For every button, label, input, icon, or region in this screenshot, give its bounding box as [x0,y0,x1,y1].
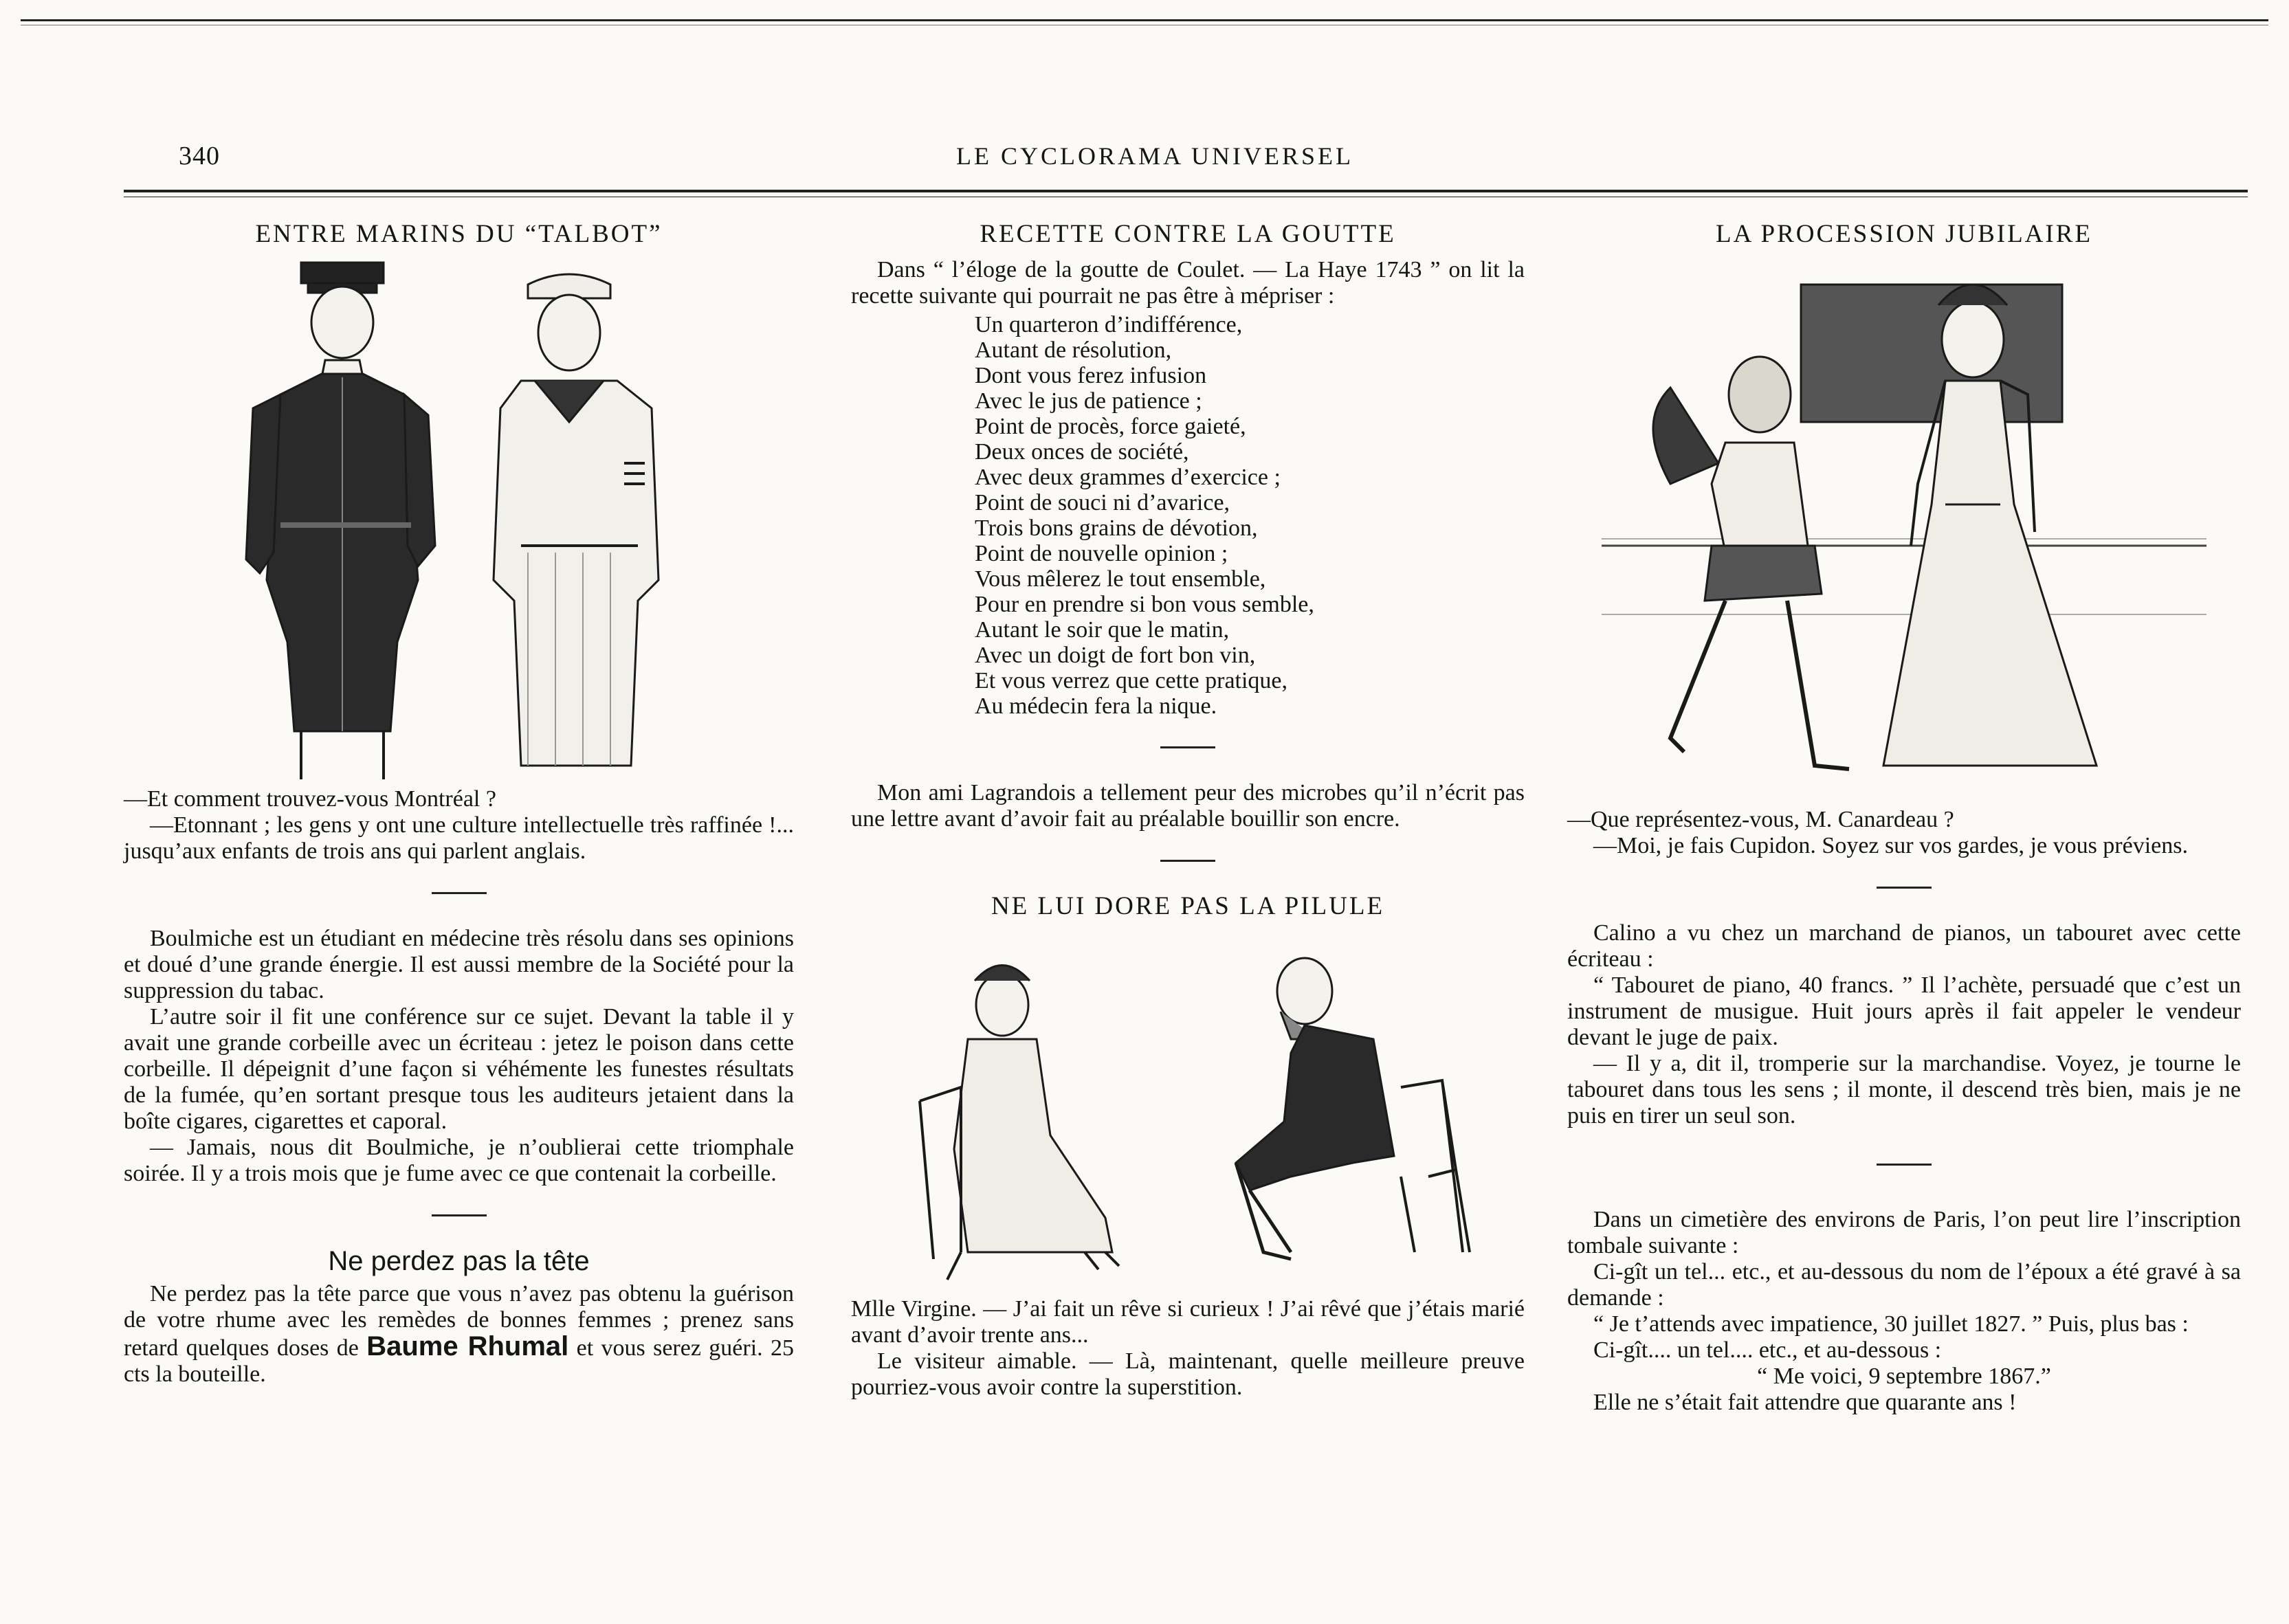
separator [1160,860,1215,862]
separator [432,892,487,894]
poem-line: Trois bons grains de dévotion, [975,515,1258,541]
calino-para-2: “ Tabouret de piano, 40 francs. ” Il l’achète, persuadé que c’est un instrument de musigue. Huit jours après il fait appeler le vendeur devant le juge de paix. [1567,972,2241,1050]
lagrandois-para: Mon ami Lagrandois a tellement peur des microbes qu’il n’écrit pas une lettre avant d’avoir fait au préalable bouillir son encre. [851,780,1525,832]
pilule-line-2: Le visiteur aimable. — Là, maintenant, quelle meilleure preuve pourriez-vous avoir contre la superstition. [851,1348,1525,1400]
separator [1877,1164,1932,1166]
column-1 [124,213,794,1388]
journal-title: LE CYCLORAMA UNIVERSEL [955,142,1353,170]
cimetiere-para-5: “ Me voici, 9 septembre 1867.” [1757,1364,2051,1389]
goutte-poem [975,312,1525,719]
sailors-illustration [198,257,720,779]
poem-line: Vous mêlerez le tout ensemble, [975,566,1266,592]
separator [432,1214,487,1216]
cimetiere-para-6: Elle ne s’était fait attendre que quarante ans ! [1593,1390,2017,1415]
cimetiere-para-3: “ Je t’attends avec impatience, 30 juillet 1827. ” Puis, plus bas : [1593,1311,2189,1337]
poem-line: Point de nouvelle opinion ; [975,541,1228,566]
calino-para-3: — Il y a, dit il, tromperie sur la marchandise. Voyez, je tourne le tabouret dans tous les sens ; il monte, il descend très bien, mais je ne puis en tirer un seul son. [1567,1051,2241,1128]
poem-line: Avec deux grammes d’exercice ; [975,465,1281,490]
ad-text-after: et vous serez guéri. 25 cts la bouteille. [124,1335,794,1387]
cimetiere-para-2: Ci-gît un tel... etc., et au-dessous du nom de l’époux a été gravé à sa demande : [1567,1259,2241,1311]
column-3 [1567,213,2241,1416]
marins-line-2: —Etonnant ; les gens y ont une culture intellectuelle très raffinée !... jusqu’aux enfants de trois ans qui parlent anglais. [124,812,794,864]
column-2 [851,213,1525,1401]
calino-para-1: Calino a vu chez un marchand de pianos, un tabouret avec cette écriteau : [1567,920,2241,972]
boulmiche-para-3: — Jamais, nous dit Boulmiche, je n’oublierai cette triomphale soirée. Il y a trois mois que je fume avec ce que contenait la corbeille. [124,1135,794,1186]
poem-line: Un quarteron d’indifférence, [975,312,1243,337]
poem-line: Avec un doigt de fort bon vin, [975,643,1256,668]
marins-line-1: —Et comment trouvez-vous Montréal ? [124,786,496,812]
poem-line: Point de souci ni d’avarice, [975,490,1230,515]
poem-line: Autant le soir que le matin, [975,617,1230,643]
goutte-intro: Dans “ l’éloge de la goutte de Coulet. — La Haye 1743 ” on lit la recette suivante qui pourrait ne pas être à mépriser : [851,257,1525,309]
goutte-title: RECETTE CONTRE LA GOUTTE [980,220,1396,248]
top-rule [21,19,2268,21]
ad-paragraph [124,1281,794,1388]
pilule-title: NE LUI DORE PAS LA PILULE [991,892,1385,920]
separator [1160,746,1215,748]
poem-line: Et vous verrez que cette pratique, [975,668,1288,693]
marins-title: ENTRE MARINS DU “TALBOT” [255,220,663,248]
header-rule-thick [124,190,2248,192]
procession-line-2: —Moi, je fais Cupidon. Soyez sur vos gardes, je vous préviens. [1593,833,2188,858]
cimetiere-para-1: Dans un cimetière des environs de Paris, l’on peut lire l’inscription tombale suivante : [1567,1207,2241,1258]
pilule-line-1: Mlle Virgine. — J’ai fait un rêve si curieux ! J’ai rêvé que j’étais marié avant d’avoir trente ans... [851,1296,1525,1348]
procession-title: LA PROCESSION JUBILAIRE [1716,220,2092,248]
poem-line: Deux onces de société, [975,439,1189,465]
poem-line: Au médecin fera la nique. [975,693,1217,719]
poem-line: Autant de résolution, [975,337,1172,363]
ad-brand: Baume Rhumal [366,1331,569,1361]
boulmiche-para-1: Boulmiche est un étudiant en médecine très résolu dans ses opinions et doué d’une grande énergie. Il est aussi membre de la Société pour la suppression du tabac. [124,926,794,1003]
poem-line: Point de procès, force gaieté, [975,414,1246,439]
page-number: 340 [179,142,220,170]
poem-line: Avec le jus de patience ; [975,388,1202,414]
cimetiere-para-4: Ci-gît.... un tel.... etc., et au-dessous : [1593,1337,1942,1363]
procession-illustration [1588,257,2220,800]
ad-text-before: Ne perdez pas la tête parce que vous n’avez pas obtenu la guérison de votre rhume avec les remèdes de bonnes femmes ; prenez sans retard quelques doses de [124,1281,794,1361]
separator [1877,887,1932,889]
seated-couple-illustration [878,929,1497,1287]
procession-line-1: —Que représentez-vous, M. Canardeau ? [1567,807,1954,832]
poem-line: Pour en prendre si bon vous semble, [975,592,1314,617]
boulmiche-para-2: L’autre soir il fit une conférence sur ce sujet. Devant la table il y avait une grande corbeille avec un écriteau : jetez le poison dans cette corbeille. Il dépeignit d’une façon si véhémente les funestes résultats de la fumée, qu’en sortant presque tous les auditeurs jetaient dans la boîte cigares, cigarettes et caporal. [124,1004,794,1134]
poem-line: Dont vous ferez infusion [975,363,1207,388]
ad-title: Ne perdez pas la tête [328,1246,590,1276]
